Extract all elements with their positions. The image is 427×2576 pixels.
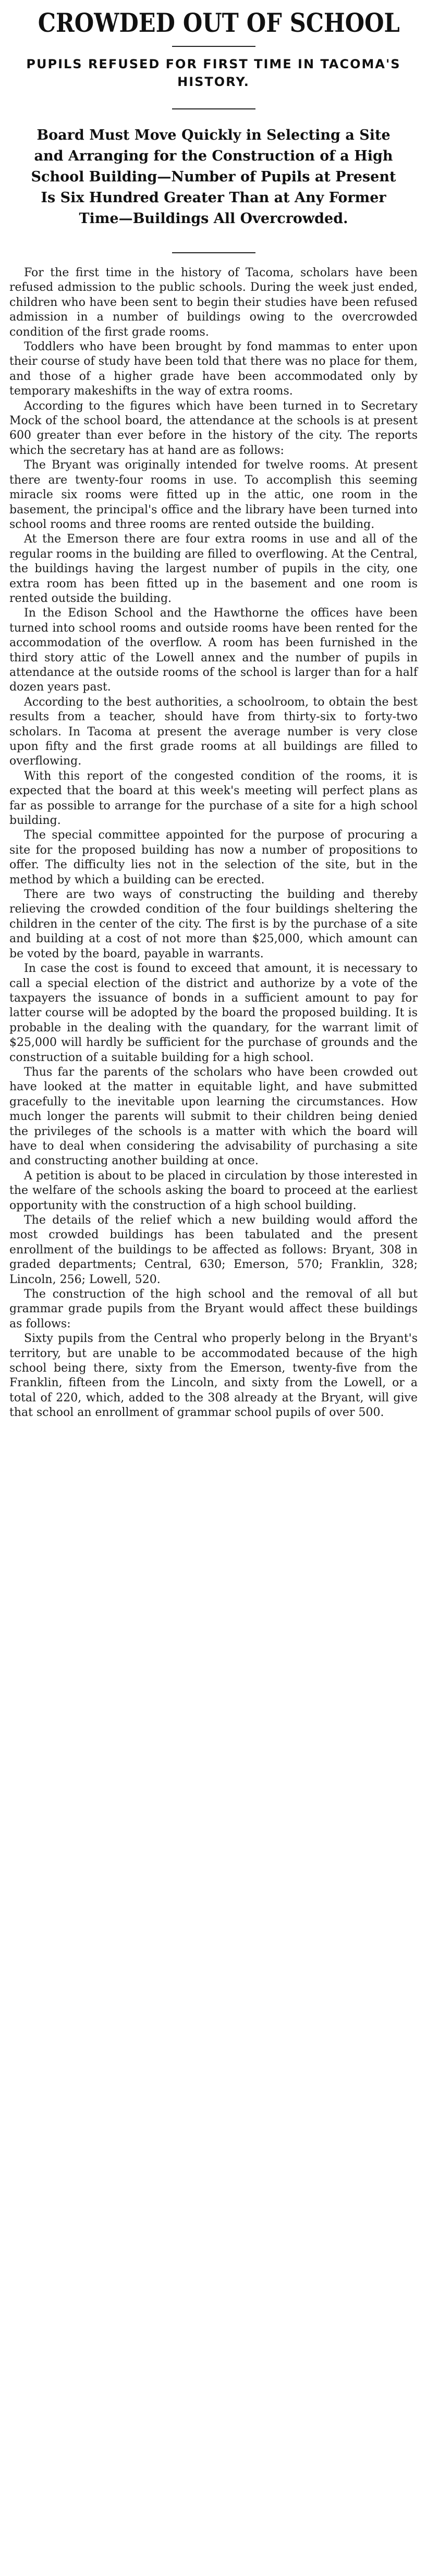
subhead-primary: PUPILS REFUSED FOR FIRST TIME IN TACOMA'S HISTORY.	[26, 57, 401, 89]
divider-rule	[172, 252, 255, 253]
paragraph: According to the figures which have been turned in to Secretary Mock of the school board, the attendance at the schools is at present 600 greater than ever before in the history of the city. The reports which the secretary has at hand are as follows:	[9, 399, 418, 457]
paragraph: In the Edison School and the Hawthorne the offices have been turned into school rooms and outside rooms have been rented for the accommodation of the overflow. A room has been furnished in the third story attic of the Lowell annex and the number of pupils in attendance at the outside rooms of the school is larger than for a half dozen years past.	[9, 607, 418, 694]
paragraph: The construction of the high school and the removal of all but grammar grade pupils from the Bryant would affect these buildings as follows:	[9, 1288, 418, 1330]
paragraph: With this report of the congested condition of the rooms, it is expected that the board at this week's meeting will perfect plans as far as possible to arrange for the purchase of a site for a high school building.	[9, 769, 418, 828]
paragraph: At the Emerson there are four extra rooms in use and all of the regular rooms in the building are filled to overflowing. At the Central, the buildings having the largest number of pupils in the city, one extra room has been fitted up in the basement and one room is rented outside the building.	[9, 533, 418, 605]
paragraph: The Bryant was originally intended for twelve rooms. At present there are twenty-four rooms in use. To accomplish this seeming miracle six rooms were fitted up in the attic, one room in the basement, the principal's office and the library have been turned into school rooms and three rooms are rented outside the building.	[9, 459, 418, 531]
paragraph: A petition is about to be placed in circulation by those interested in the welfare of the schools asking the board to proceed at the earliest opportunity with the construction of a high school building.	[9, 1169, 418, 1212]
subhead-secondary: Board Must Move Quickly in Selecting a Site and Arranging for the Construction of a High School Building—Number of Pupils at Present Is Six Hundred Greater Than at Any Former Time—Buildings All Overcrowded.	[31, 127, 396, 227]
divider-rule	[172, 108, 255, 109]
paragraph: For the first time in the history of Tacoma, scholars have been refused admission to the public schools. During the week just ended, children who have been sent to begin their studies have been refused admission in a number of buildings owing to the overcrowded condition of the first grade rooms.	[9, 266, 418, 339]
paragraph: Sixty pupils from the Central who properly belong in the Bryant's territory, but are unable to be accommodated because of the high school being there, sixty from the Emerson, twenty-five from the Franklin, fifteen from the Lincoln, and sixty from the Lowell, or a total of 220, which, added to the 308 already at the Bryant, will give that school an enrollment of grammar school pupils of over 500.	[9, 1332, 418, 1420]
article-body	[9, 266, 418, 1421]
paragraph: The special committee appointed for the purpose of procuring a site for the proposed building has now a number of propositions to offer. The difficulty lies not in the selection of the site, but in the method by which a building can be erected.	[9, 829, 418, 886]
paragraph: Toddlers who have been brought by fond mammas to enter upon their course of study have been told that there was no place for them, and those of a higher grade have been accommodated only by temporary makeshifts in the way of extra rooms.	[9, 340, 418, 398]
headline: CROWDED OUT OF SCHOOL	[38, 7, 400, 38]
paragraph: According to the best authorities, a schoolroom, to obtain the best results from a teacher, should have from thirty-six to forty-two scholars. In Tacoma at present the average number is very close upon fifty and the first grade rooms at all buildings are filled to overflowing.	[9, 695, 418, 768]
divider-rule	[172, 46, 255, 47]
paragraph: In case the cost is found to exceed that amount, it is necessary to call a special election of the district and authorize by a vote of the taxpayers the issuance of bonds in a sufficient amount to pay for latter course will be adopted by the board the proposed building. It is probable in the dealing with the quandary, for the warrant limit of $25,000 will hardly be sufficient for the purchase of grounds and the construction of a suitable building for a high school.	[9, 962, 418, 1064]
paragraph: The details of the relief which a new building would afford the most crowded buildings has been tabulated and the present enrollment of the buildings to be affected as follows: Bryant, 308 in graded departments; Central, 630; Emerson, 570; Franklin, 328; Lincoln, 256; Lowell, 520.	[9, 1214, 418, 1286]
paragraph: There are two ways of constructing the building and thereby relieving the crowded condition of the four buildings sheltering the children in the center of the city. The first is by the purchase of a site and building at a cost of not more than $25,000, which amount can be voted by the board, payable in warrants.	[9, 888, 418, 960]
paragraph: Thus far the parents of the scholars who have been crowded out have looked at the matter in equitable light, and have submitted gracefully to the inevitable upon learning the circumstances. How much longer the parents will submit to their children being denied the privileges of the schools is a matter with which the board will have to deal when considering the advisability of purchasing a site and constructing another building at once.	[9, 1065, 418, 1168]
